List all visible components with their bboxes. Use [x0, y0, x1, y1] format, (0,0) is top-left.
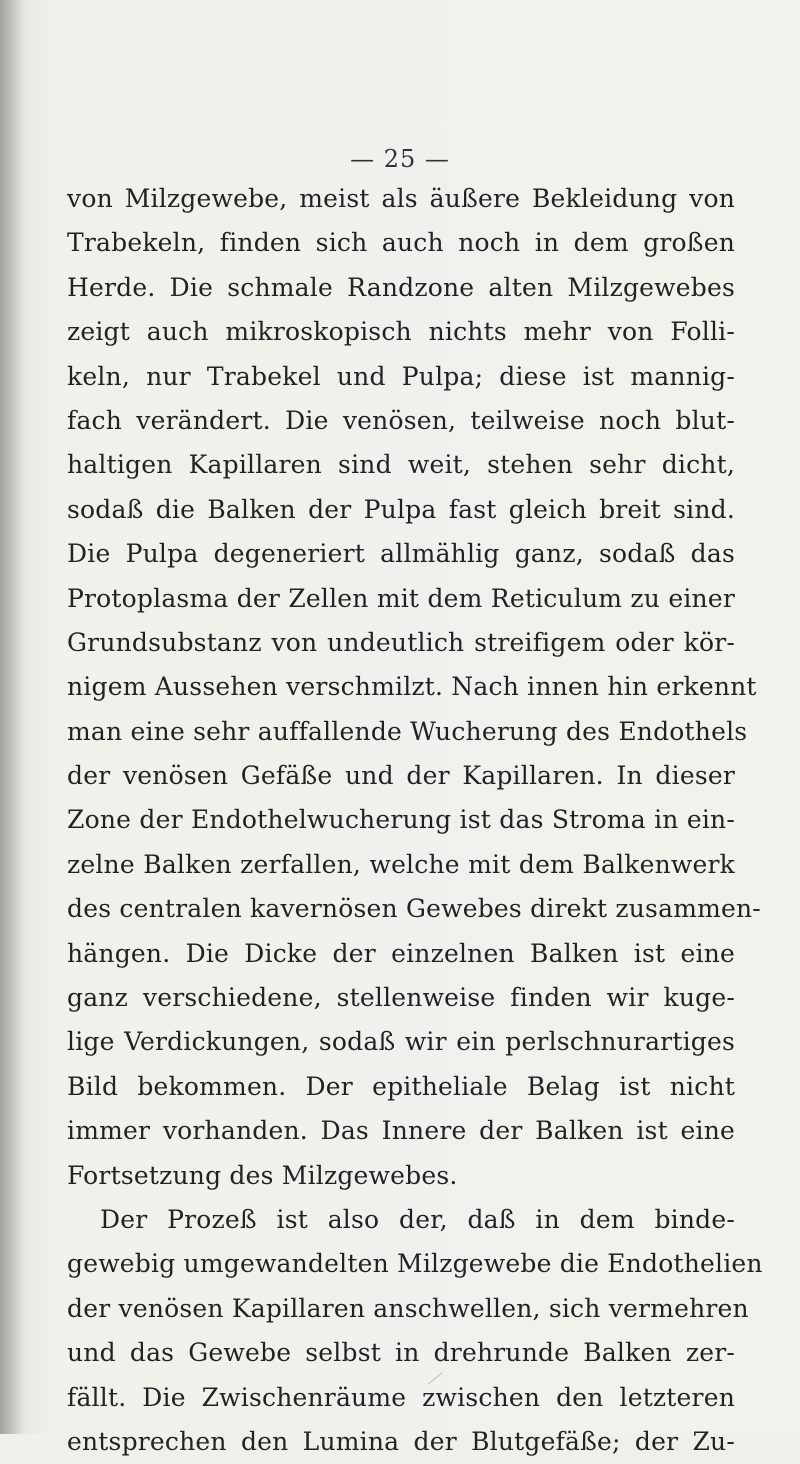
- text-line: zeigt auch mikroskopisch nichts mehr von Folli-: [67, 317, 735, 347]
- text-line: der venösen Gefäße und der Kapillaren. In dieser: [67, 761, 735, 791]
- text-line: zelne Balken zerfallen, welche mit dem Balkenwerk: [67, 849, 735, 879]
- text-line: und das Gewebe selbst in drehrunde Balken zer-: [67, 1338, 735, 1368]
- text-line-paragraph-start: Der Prozeß ist also der, daß in dem binde-: [100, 1204, 735, 1234]
- text-line: Grundsubstanz von undeutlich streifigem oder kör-: [67, 627, 735, 657]
- text-line: Trabekeln, finden sich auch noch in dem großen: [67, 228, 735, 258]
- text-line: Zone der Endothelwucherung ist das Stroma in ein-: [67, 805, 735, 835]
- text-line-paragraph-end: Fortsetzung des Milzgewebes.: [67, 1160, 458, 1190]
- text-line: keln, nur Trabekel und Pulpa; diese ist mannig-: [67, 361, 735, 391]
- text-line: lige Verdickungen, sodaß wir ein perlschnurartiges: [67, 1027, 735, 1057]
- text-line: von Milzgewebe, meist als äußere Bekleidung von: [67, 184, 735, 213]
- text-line: des centralen kavernösen Gewebes direkt zusammen-: [67, 894, 761, 924]
- text-line: Bild bekommen. Der epitheliale Belag ist nicht: [67, 1071, 735, 1101]
- text-line: gewebig umgewandelten Milzgewebe die Endothelien: [67, 1249, 763, 1279]
- text-line: Herde. Die schmale Randzone alten Milzgewebes: [67, 272, 735, 302]
- text-line: der venösen Kapillaren anschwellen, sich vermehren: [67, 1293, 749, 1323]
- text-line: entsprechen den Lumina der Blutgefäße; der Zu-: [67, 1426, 735, 1456]
- text-line: hängen. Die Dicke der einzelnen Balken ist eine: [67, 938, 735, 968]
- body-text: [67, 177, 763, 1464]
- text-line: sodaß die Balken der Pulpa fast gleich breit sind.: [67, 494, 735, 524]
- text-line: nigem Aussehen verschmilzt. Nach innen hin erkennt: [67, 672, 757, 702]
- page-number: — 25 —: [350, 145, 450, 173]
- text-line: fällt. Die Zwischenräume zwischen den letzteren: [67, 1382, 735, 1412]
- text-line: Die Pulpa degeneriert allmählig ganz, sodaß das: [67, 539, 735, 569]
- text-line: haltigen Kapillaren sind weit, stehen sehr dicht,: [67, 450, 735, 480]
- text-line: Protoplasma der Zellen mit dem Reticulum zu einer: [67, 583, 735, 613]
- text-line: fach verändert. Die venösen, teilweise noch blut-: [67, 405, 735, 435]
- text-line: immer vorhanden. Das Innere der Balken ist eine: [67, 1116, 735, 1146]
- text-line: man eine sehr auffallende Wucherung des Endothels: [67, 716, 748, 746]
- page-gutter-shadow: [0, 0, 22, 1434]
- text-line: ganz verschiedene, stellenweise finden wir kuge-: [67, 983, 735, 1013]
